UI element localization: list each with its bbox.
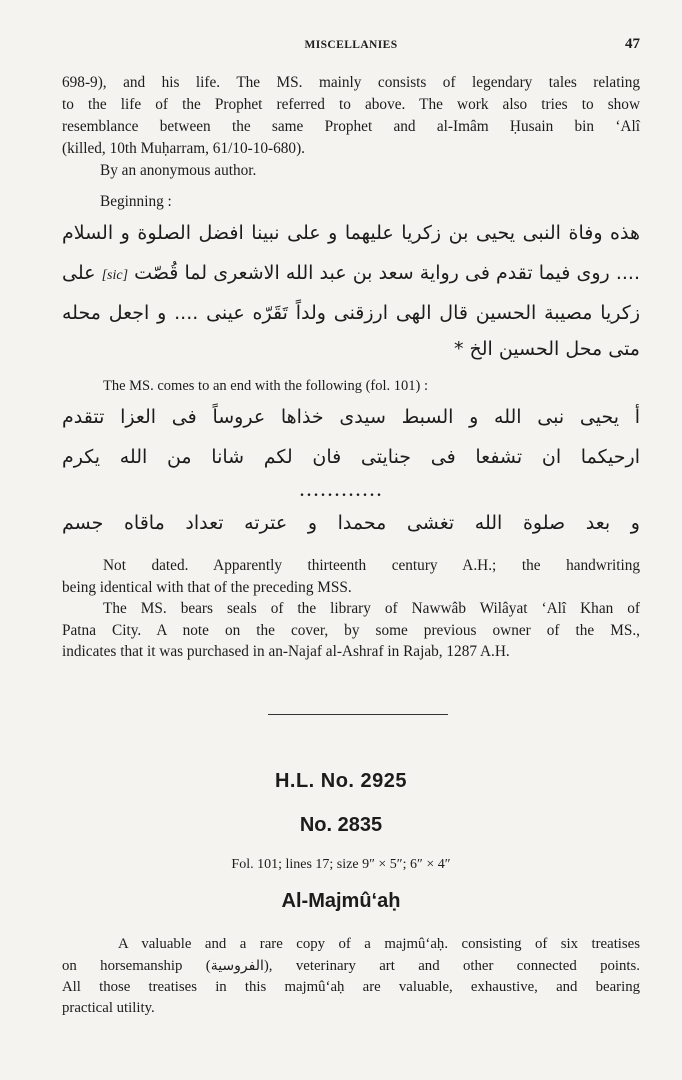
author-line: By an anonymous author.: [100, 162, 257, 179]
notes-line-4: Patna City. A note on the cover, by some previous owner of the MS.,: [62, 622, 640, 639]
beginning-label: Beginning :: [100, 193, 172, 210]
intro-line-1: 698-9), and his life. The MS. mainly consists of legendary tales relating: [62, 74, 640, 91]
ending-arabic-1: أ يحيى نبى الله و السبط سيدى خذاها عروساً فى العزا تتقدم: [62, 406, 640, 428]
entry-number: No. 2835: [299, 814, 383, 836]
desc-line-3: All those treatises in this majmû‘aḥ are valuable, exhaustive, and bearing: [62, 979, 640, 995]
ending-arabic-3: و بعد صلوة الله تغشى محمدا و عترته تعداد ماقاه جسم: [62, 512, 640, 534]
desc-line-4: practical utility.: [62, 1000, 155, 1016]
beginning-arabic-2: [62, 262, 640, 284]
folio-info: Fol. 101; lines 17; size 9″ × 5″; 6″ × 4″: [231, 857, 451, 872]
hl-number: H.L. No. 2925: [274, 770, 408, 792]
beginning-arabic-3: زكريا مصيبة الحسين قال الهى ارزقنى ولداً تَقَرّه عينى .... و اجعل محله: [62, 302, 640, 324]
beginning-arabic-4: متى محل الحسين الخ *: [453, 338, 640, 360]
page-header: [62, 36, 640, 56]
section-divider: [268, 714, 448, 715]
desc-2-post: ), veterinary art and other connected points.: [263, 958, 640, 974]
intro-line-3: resemblance between the same Prophet and al-Imâm Ḥusain bin ‘Alî: [62, 118, 640, 135]
sic-mark: [sic]: [101, 268, 129, 283]
running-head: MISCELLANIES: [304, 39, 398, 51]
desc-2-pre: on horsemanship (: [62, 958, 211, 974]
notes-line-1: Not dated. Apparently thirteenth century A.H.; the handwriting: [103, 557, 640, 574]
intro-line-4: (killed, 10th Muḥarram, 61/10-10-680).: [62, 140, 306, 157]
desc-line-1: A valuable and a rare copy of a majmû‘aḥ. consisting of six treatises: [118, 936, 640, 952]
notes-line-5: indicates that it was purchased in an-Najaf al-Ashraf in Rajab, 1287 A.H.: [62, 643, 510, 660]
entry-title: Al-Majmû‘aḥ: [281, 890, 401, 912]
notes-line-2: being identical with that of the preceding MSS.: [62, 579, 352, 596]
ending-intro: The MS. comes to an end with the following (fol. 101) :: [103, 378, 428, 394]
desc-line-2: [62, 956, 640, 978]
ellipsis-dots: ............: [300, 483, 384, 500]
arabic-2-post: على: [62, 262, 96, 284]
arabic-2-pre: .... روى فيما تقدم فى رواية سعد بن عبد الله الاشعرى لما قُصّت: [134, 262, 640, 284]
desc-arabic-word: الفروسية: [210, 958, 264, 974]
page-number: 47: [625, 36, 640, 52]
beginning-arabic-1: هذه وفاة النبى يحيى بن زكريا عليهما و على نبينا افضل الصلوة و السلام: [62, 222, 640, 244]
intro-line-2: to the life of the Prophet referred to above. The work also tries to show: [62, 96, 640, 113]
ending-arabic-2: ارحيكما ان تشفعا فى جنايتى فان لكم شانا من الله يكرم: [62, 446, 640, 468]
notes-line-3: The MS. bears seals of the library of Nawwâb Wilâyat ‘Alî Khan of: [103, 600, 640, 617]
